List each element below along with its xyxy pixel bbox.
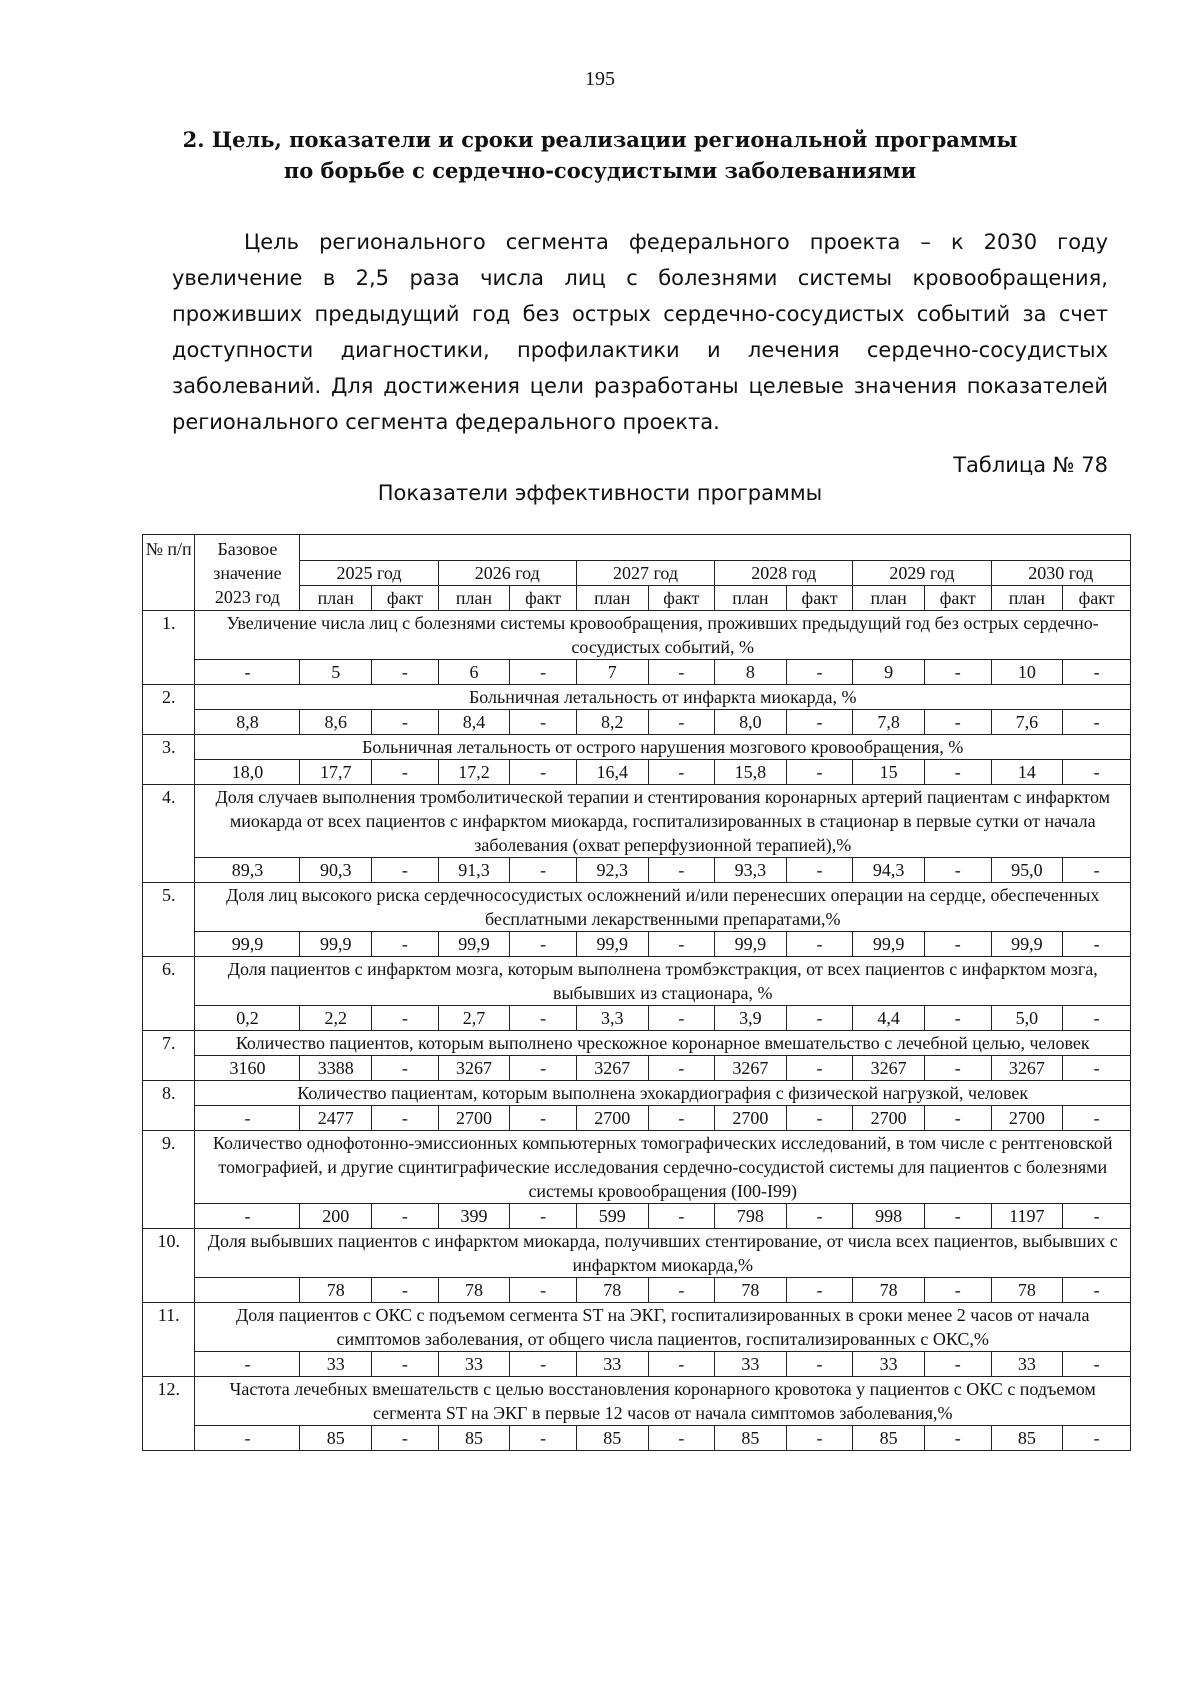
fact-value-cell: - [924,1006,991,1031]
fact-value-cell: - [510,932,577,957]
plan-value-cell: 33 [715,1352,787,1377]
header-year-cell: 2026 год [438,561,576,586]
header-year-cell: 2027 год [576,561,714,586]
indicator-title-row [143,685,1131,710]
fact-value-cell: - [648,760,715,785]
plan-value-cell: 33 [300,1352,372,1377]
fact-value-cell: - [648,1352,715,1377]
plan-value-cell: 8,4 [438,710,510,735]
fact-value-cell: - [372,1278,439,1303]
row-number-cell: 9. [143,1131,195,1229]
indicator-title-row [143,1081,1131,1106]
indicator-title-cell: Доля выбывших пациентов с инфарктом миокарда, получивших стентирование, от числа всех пациентов, выбывших с инфарктом миокарда,% [195,1229,1131,1278]
fact-value-cell: - [648,932,715,957]
plan-value-cell: 95,0 [991,858,1063,883]
header-year-cell: 2029 год [853,561,991,586]
fact-value-cell: - [372,660,439,685]
plan-value-cell: 78 [991,1278,1063,1303]
fact-value-cell: - [786,1006,853,1031]
indicator-title-cell: Доля случаев выполнения тромболитической терапии и стентирования коронарных артерий пациентам с инфарктом миокарда от всех пациентов с инфарктом миокарда, госпитализированных в стационар в первые сутки от начала заболевания (охват реперфузионной терапией),% [195,785,1131,858]
indicator-values-row [143,932,1131,957]
indicator-title-cell: Количество однофотонно-эмиссионных компьютерных томографических исследований, в том числе с рентгеновской томографией, и другие сцинтиграфические исследования сердечно-сосудистой системы для пациентов с болезнями системы кровообращения (I00-I99) [195,1131,1131,1204]
indicator-values-row [143,1056,1131,1081]
base-value-cell: - [195,1352,300,1377]
header-year-cell: 2028 год [715,561,853,586]
plan-value-cell: 99,9 [438,932,510,957]
base-value-cell: - [195,660,300,685]
fact-value-cell: - [510,1426,577,1451]
row-number-cell: 11. [143,1303,195,1377]
plan-value-cell: 8 [715,660,787,685]
fact-value-cell: - [924,1204,991,1229]
fact-value-cell: - [510,1204,577,1229]
indicator-values-row [143,1204,1131,1229]
indicator-title-row [143,957,1131,1006]
fact-value-cell: - [372,1352,439,1377]
header-year-cell: 2030 год [991,561,1130,586]
fact-value-cell: - [1063,760,1131,785]
plan-value-cell: 10 [991,660,1063,685]
plan-value-cell: 399 [438,1204,510,1229]
fact-value-cell: - [924,858,991,883]
plan-value-cell: 99,9 [576,932,648,957]
fact-value-cell: - [924,760,991,785]
fact-value-cell: - [1063,858,1131,883]
plan-value-cell: 3388 [300,1056,372,1081]
fact-value-cell: - [372,858,439,883]
fact-value-cell: - [786,1352,853,1377]
fact-value-cell: - [372,1056,439,1081]
header-fact-cell: факт [510,586,577,611]
base-value-cell: 89,3 [195,858,300,883]
fact-value-cell: - [648,660,715,685]
heading-line-2: по борьбе с сердечно-сосудистыми заболеваниями [283,158,917,183]
plan-value-cell: 15 [853,760,925,785]
fact-value-cell: - [786,1106,853,1131]
plan-value-cell: 1197 [991,1204,1063,1229]
table-body [143,535,1131,1451]
fact-value-cell: - [648,1006,715,1031]
indicator-title-cell: Увеличение числа лиц с болезнями системы кровообращения, проживших предыдущий год без острых сердечно-сосудистых событий, % [195,611,1131,660]
plan-value-cell: 2700 [576,1106,648,1131]
base-value-cell: 18,0 [195,760,300,785]
fact-value-cell: - [372,1006,439,1031]
plan-value-cell: 7,8 [853,710,925,735]
fact-value-cell: - [510,760,577,785]
plan-value-cell: 78 [715,1278,787,1303]
plan-value-cell: 798 [715,1204,787,1229]
header-plan-cell: план [438,586,510,611]
header-fact-cell: факт [648,586,715,611]
fact-value-cell: - [924,1352,991,1377]
fact-value-cell: - [786,1278,853,1303]
fact-value-cell: - [648,710,715,735]
plan-value-cell: 2,2 [300,1006,372,1031]
indicator-values-row [143,1006,1131,1031]
indicator-title-cell: Количество пациентов, которым выполнено чрескожное коронарное вмешательство с лечебной целью, человек [195,1031,1131,1056]
plan-value-cell: 3,9 [715,1006,787,1031]
indicator-title-row [143,1229,1131,1278]
indicator-title-cell: Доля пациентов с ОКС с подъемом сегмента ST на ЭКГ, госпитализированных в сроки менее 2 часов от начала симптомов заболевания, от общего числа пациентов, госпитализированных с ОКС,% [195,1303,1131,1352]
base-value-cell: 0,2 [195,1006,300,1031]
plan-value-cell: 78 [576,1278,648,1303]
plan-value-cell: 94,3 [853,858,925,883]
fact-value-cell: - [924,660,991,685]
header-plan-cell: план [991,586,1063,611]
indicator-title-cell: Больничная летальность от острого нарушения мозгового кровообращения, % [195,735,1131,760]
plan-value-cell: 85 [853,1426,925,1451]
plan-value-cell: 99,9 [715,932,787,957]
fact-value-cell: - [1063,1056,1131,1081]
fact-value-cell: - [786,1204,853,1229]
fact-value-cell: - [510,1006,577,1031]
indicator-title-row [143,611,1131,660]
indicator-title-cell: Больничная летальность от инфаркта миокарда, % [195,685,1131,710]
fact-value-cell: - [1063,1106,1131,1131]
plan-value-cell: 33 [438,1352,510,1377]
indicator-values-row [143,760,1131,785]
header-plan-cell: план [300,586,372,611]
table-number: Таблица № 78 [953,453,1108,477]
fact-value-cell: - [1063,1426,1131,1451]
fact-value-cell: - [924,1056,991,1081]
fact-value-cell: - [924,932,991,957]
heading-line-1: 2. Цель, показатели и сроки реализации региональной программы [182,127,1018,152]
fact-value-cell: - [924,1426,991,1451]
indicator-title-cell: Доля лиц высокого риска сердечнососудистых осложнений и/или перенесших операции на сердце, обеспеченных бесплатными лекарственными препаратами,% [195,883,1131,932]
plan-value-cell: 17,7 [300,760,372,785]
base-value-cell: 3160 [195,1056,300,1081]
fact-value-cell: - [924,710,991,735]
fact-value-cell: - [1063,932,1131,957]
plan-value-cell: 7 [576,660,648,685]
indicators-table [142,534,1131,1451]
header-fact-cell: факт [1063,586,1131,611]
plan-value-cell: 3267 [438,1056,510,1081]
indicator-values-row [143,1426,1131,1451]
plan-value-cell: 3,3 [576,1006,648,1031]
fact-value-cell: - [786,1056,853,1081]
indicator-values-row [143,660,1131,685]
row-number-cell: 7. [143,1031,195,1081]
plan-value-cell: 85 [438,1426,510,1451]
fact-value-cell: - [648,1204,715,1229]
header-num-cell: № п/п [143,535,195,611]
plan-value-cell: 200 [300,1204,372,1229]
fact-value-cell: - [372,1106,439,1131]
plan-value-cell: 5,0 [991,1006,1063,1031]
row-number-cell: 1. [143,611,195,685]
header-base-cell: Базовое значение 2023 год [195,535,300,611]
indicator-title-row [143,1377,1131,1426]
base-value-cell: 8,8 [195,710,300,735]
fact-value-cell: - [372,1426,439,1451]
fact-value-cell: - [510,1278,577,1303]
fact-value-cell: - [786,932,853,957]
plan-value-cell: 99,9 [991,932,1063,957]
header-fact-cell: факт [924,586,991,611]
plan-value-cell: 2477 [300,1106,372,1131]
fact-value-cell: - [786,858,853,883]
header-fact-cell: факт [372,586,439,611]
indicator-title-cell: Доля пациентов с инфарктом мозга, которым выполнена тромбэкстракция, от всех пациентов с инфарктом мозга, выбывших из стационара, % [195,957,1131,1006]
plan-value-cell: 8,2 [576,710,648,735]
page-number: 195 [585,68,615,90]
indicator-title-row [143,1131,1131,1204]
row-number-cell: 2. [143,685,195,735]
intro-paragraph: Цель регионального сегмента федерального проекта – к 2030 году увеличение в 2,5 раза числа лиц с болезнями системы кровообращения, проживших предыдущий год без острых сердечно-сосудистых событий за счет доступности диагностики, профилактики и лечения сердечно-сосудистых заболеваний. Для достижения цели разработаны целевые значения показателей регионального сегмента федерального проекта. [172,230,1108,434]
header-fact-cell: факт [786,586,853,611]
indicator-title-cell: Количество пациентам, которым выполнена эхокардиография с физической нагрузкой, человек [195,1081,1131,1106]
section-heading [0,124,1200,186]
fact-value-cell: - [1063,660,1131,685]
plan-value-cell: 4,4 [853,1006,925,1031]
row-number-cell: 12. [143,1377,195,1451]
indicator-values-row [143,858,1131,883]
plan-value-cell: 599 [576,1204,648,1229]
fact-value-cell: - [510,1106,577,1131]
fact-value-cell: - [648,1426,715,1451]
base-value-cell: - [195,1204,300,1229]
header-year-cell: 2025 год [300,561,438,586]
fact-value-cell: - [510,858,577,883]
indicator-title-row [143,1303,1131,1352]
fact-value-cell: - [786,1426,853,1451]
plan-value-cell: 33 [576,1352,648,1377]
indicator-values-row [143,710,1131,735]
row-number-cell: 3. [143,735,195,785]
fact-value-cell: - [786,760,853,785]
plan-value-cell: 78 [853,1278,925,1303]
indicator-title-row [143,1031,1131,1056]
fact-value-cell: - [786,710,853,735]
plan-value-cell: 33 [991,1352,1063,1377]
fact-value-cell: - [648,1278,715,1303]
plan-value-cell: 8,6 [300,710,372,735]
indicator-values-row [143,1352,1131,1377]
plan-value-cell: 2700 [715,1106,787,1131]
plan-value-cell: 6 [438,660,510,685]
base-value-cell: 99,9 [195,932,300,957]
plan-value-cell: 85 [715,1426,787,1451]
fact-value-cell: - [372,1204,439,1229]
plan-value-cell: 85 [991,1426,1063,1451]
plan-value-cell: 3267 [576,1056,648,1081]
row-number-cell: 8. [143,1081,195,1131]
plan-value-cell: 93,3 [715,858,787,883]
plan-value-cell: 85 [300,1426,372,1451]
row-number-cell: 10. [143,1229,195,1303]
fact-value-cell: - [1063,1006,1131,1031]
fact-value-cell: - [372,760,439,785]
indicator-values-row [143,1106,1131,1131]
base-value-cell [195,1278,300,1303]
indicator-title-row [143,735,1131,760]
fact-value-cell: - [648,858,715,883]
fact-value-cell: - [1063,1204,1131,1229]
fact-value-cell: - [510,1352,577,1377]
base-value-cell: - [195,1426,300,1451]
table-title: Показатели эффективности программы [377,481,823,505]
indicator-values-row [143,1278,1131,1303]
fact-value-cell: - [924,1106,991,1131]
plan-value-cell: 17,2 [438,760,510,785]
fact-value-cell: - [648,1056,715,1081]
plan-value-cell: 78 [300,1278,372,1303]
fact-value-cell: - [1063,710,1131,735]
header-plan-cell: план [576,586,648,611]
plan-value-cell: 9 [853,660,925,685]
header-row-1 [143,535,1131,561]
plan-value-cell: 3267 [853,1056,925,1081]
row-number-cell: 6. [143,957,195,1031]
plan-value-cell: 92,3 [576,858,648,883]
plan-value-cell: 99,9 [300,932,372,957]
plan-value-cell: 5 [300,660,372,685]
indicator-title-row [143,883,1131,932]
plan-value-cell: 15,8 [715,760,787,785]
plan-value-cell: 85 [576,1426,648,1451]
plan-value-cell: 3267 [715,1056,787,1081]
indicator-title-row [143,785,1131,858]
header-plan-cell: план [715,586,787,611]
fact-value-cell: - [510,710,577,735]
base-value-cell: - [195,1106,300,1131]
fact-value-cell: - [786,660,853,685]
plan-value-cell: 8,0 [715,710,787,735]
row-number-cell: 4. [143,785,195,883]
plan-value-cell: 998 [853,1204,925,1229]
plan-value-cell: 7,6 [991,710,1063,735]
plan-value-cell: 90,3 [300,858,372,883]
fact-value-cell: - [1063,1278,1131,1303]
fact-value-cell: - [924,1278,991,1303]
plan-value-cell: 2700 [853,1106,925,1131]
fact-value-cell: - [372,710,439,735]
plan-value-cell: 2,7 [438,1006,510,1031]
plan-value-cell: 3267 [991,1056,1063,1081]
fact-value-cell: - [648,1106,715,1131]
plan-value-cell: 16,4 [576,760,648,785]
plan-value-cell: 99,9 [853,932,925,957]
indicator-title-cell: Частота лечебных вмешательств с целью восстановления коронарного кровотока у пациентов с ОКС с подъемом сегмента ST на ЭКГ в первые 12 часов от начала симптомов заболевания,% [195,1377,1131,1426]
fact-value-cell: - [1063,1352,1131,1377]
plan-value-cell: 14 [991,760,1063,785]
plan-value-cell: 91,3 [438,858,510,883]
plan-value-cell: 78 [438,1278,510,1303]
fact-value-cell: - [510,1056,577,1081]
header-plan-cell: план [853,586,925,611]
fact-value-cell: - [372,932,439,957]
plan-value-cell: 33 [853,1352,925,1377]
header-top-blank [300,535,1131,561]
fact-value-cell: - [510,660,577,685]
plan-value-cell: 2700 [991,1106,1063,1131]
plan-value-cell: 2700 [438,1106,510,1131]
row-number-cell: 5. [143,883,195,957]
